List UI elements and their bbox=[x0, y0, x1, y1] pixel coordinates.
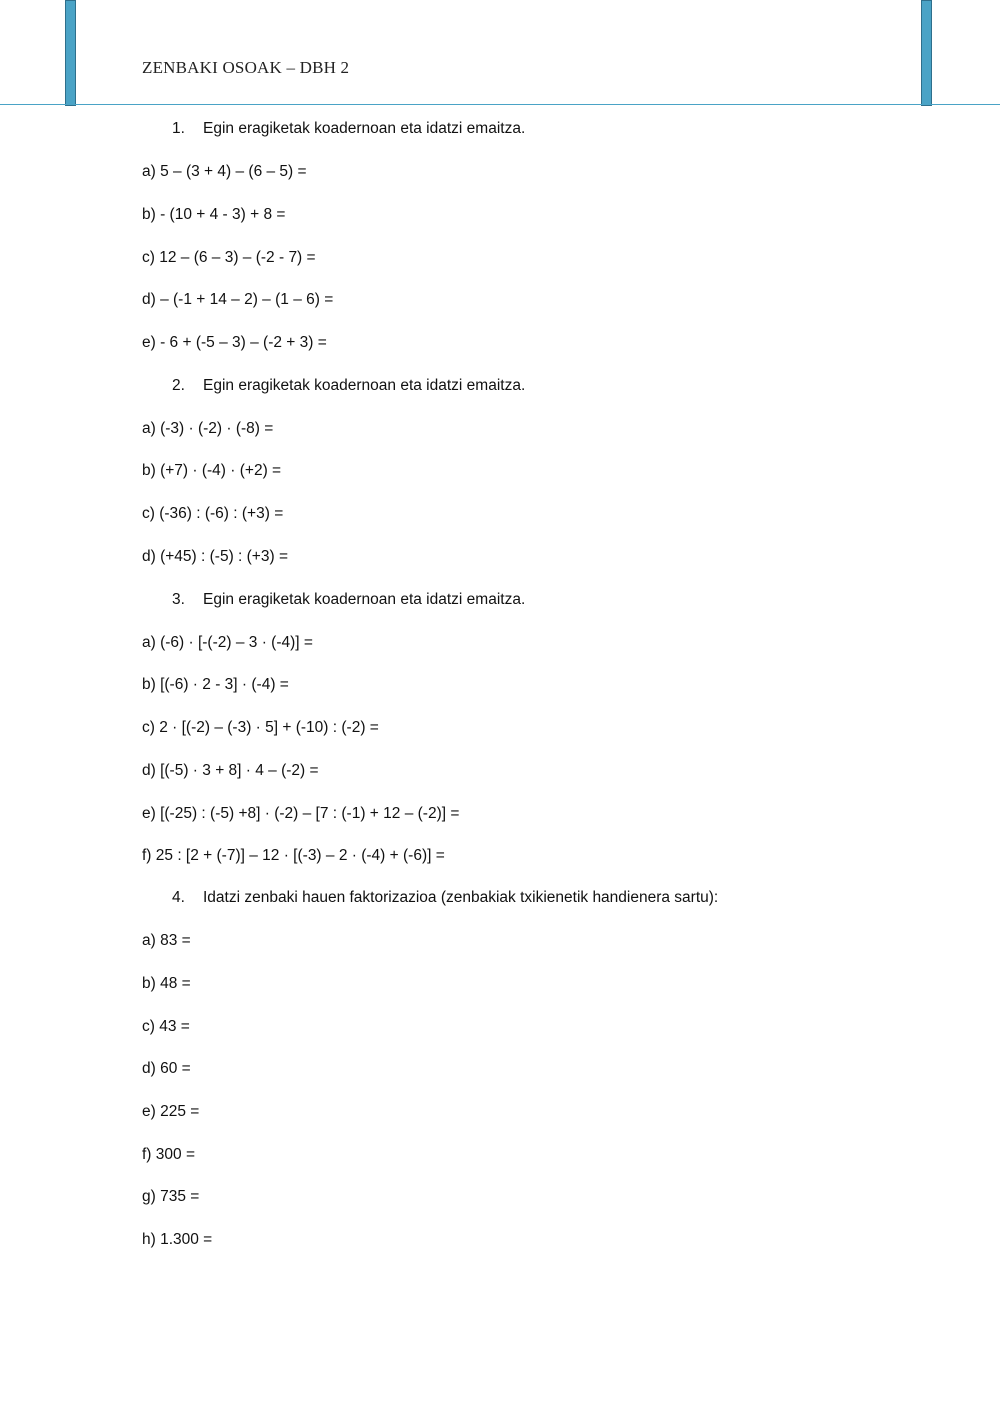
factorization-item: b) 48 = bbox=[142, 975, 191, 992]
factorization-item: g) 735 = bbox=[142, 1188, 200, 1205]
section-number: 1. bbox=[172, 120, 185, 137]
exercise-item: b) (+7) · (-4) · (+2) = bbox=[142, 462, 282, 479]
section-title: Idatzi zenbaki hauen faktorizazioa (zenbakiak txikienetik handienera sartu): bbox=[203, 889, 719, 906]
exercise-item: a) (-3) · (-2) · (-8) = bbox=[142, 420, 274, 437]
factorization-item: e) 225 = bbox=[142, 1103, 200, 1120]
exercise-item: b) [(-6) · 2 - 3] · (-4) = bbox=[142, 676, 289, 693]
exercise-item: f) 25 : [2 + (-7)] – 12 · [(-3) – 2 · (-4) + (-6)] = bbox=[142, 847, 445, 864]
exercise-item: a) (-6) · [-(-2) – 3 · (-4)] = bbox=[142, 634, 313, 651]
exercise-item: b) - (10 + 4 - 3) + 8 = bbox=[142, 206, 286, 223]
factorization-item: d) 60 = bbox=[142, 1060, 191, 1077]
header-right-accent-bar bbox=[921, 0, 932, 106]
exercise-item: d) (+45) : (-5) : (+3) = bbox=[142, 548, 289, 565]
section-number: 2. bbox=[172, 377, 185, 394]
factorization-item: f) 300 = bbox=[142, 1146, 195, 1163]
exercise-item: d) [(-5) · 3 + 8] · 4 – (-2) = bbox=[142, 762, 319, 779]
factorization-item: a) 83 = bbox=[142, 932, 191, 949]
exercise-item: e) - 6 + (-5 – 3) – (-2 + 3) = bbox=[142, 334, 327, 351]
page-header-title: ZENBAKI OSOAK – DBH 2 bbox=[142, 58, 350, 77]
section-number: 3. bbox=[172, 591, 185, 608]
exercise-item: c) 2 · [(-2) – (-3) · 5] + (-10) : (-2) = bbox=[142, 719, 379, 736]
exercise-item: a) 5 – (3 + 4) – (6 – 5) = bbox=[142, 163, 307, 180]
section-number: 4. bbox=[172, 889, 185, 906]
factorization-item: c) 43 = bbox=[142, 1018, 190, 1035]
exercise-item: c) (-36) : (-6) : (+3) = bbox=[142, 505, 284, 522]
header-divider bbox=[0, 104, 1000, 105]
section-2-heading bbox=[172, 377, 525, 395]
exercise-item: c) 12 – (6 – 3) – (-2 - 7) = bbox=[142, 249, 316, 266]
header-left-accent-bar bbox=[65, 0, 76, 106]
factorization-item: h) 1.300 = bbox=[142, 1231, 213, 1248]
exercise-item: d) – (-1 + 14 – 2) – (1 – 6) = bbox=[142, 291, 334, 308]
section-title: Egin eragiketak koadernoan eta idatzi emaitza. bbox=[203, 377, 526, 394]
section-3-heading bbox=[172, 591, 525, 609]
exercise-item: e) [(-25) : (-5) +8] · (-2) – [7 : (-1) + 12 – (-2)] = bbox=[142, 805, 460, 822]
section-title: Egin eragiketak koadernoan eta idatzi emaitza. bbox=[203, 591, 526, 608]
section-1-heading bbox=[172, 120, 525, 138]
section-4-heading bbox=[172, 889, 718, 907]
section-title: Egin eragiketak koadernoan eta idatzi emaitza. bbox=[203, 120, 526, 137]
